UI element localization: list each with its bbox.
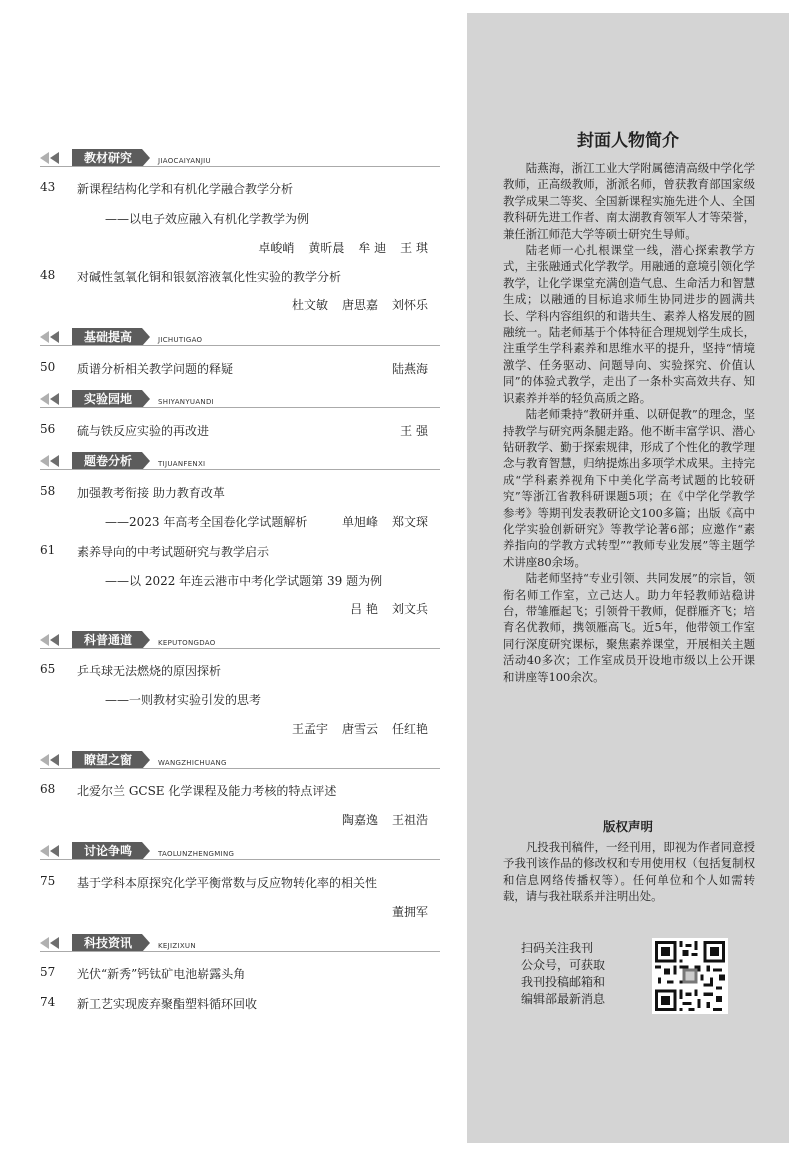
double-arrow-icon [40, 634, 72, 646]
section-header [40, 389, 440, 409]
section-pinyin: TAOLUNZHENGMING [158, 850, 235, 858]
article-authors: 陆燕海 [391, 362, 428, 376]
article-title: 新课程结构化学和有机化学融合教学分析 [77, 182, 294, 196]
double-arrow-icon [40, 937, 72, 949]
divider [40, 469, 440, 470]
article-authors: 王孟宇 唐雪云 任红艳 [291, 722, 428, 736]
double-arrow-icon [40, 845, 72, 857]
section-label: 讨论争鸣 [72, 842, 142, 860]
article-title: 对碱性氢氧化铜和银氨溶液氧化性实验的教学分析 [77, 270, 342, 284]
divider [40, 768, 440, 769]
section-pinyin: KEJIZIXUN [158, 942, 196, 950]
divider [40, 166, 440, 167]
page-number: 74 [40, 995, 56, 1009]
article-authors: 陶嘉逸 王祖浩 [341, 813, 428, 827]
copyright-text: 凡投我刊稿件，一经刊用，即视为作者同意授予我刊该作品的修改权和专用使用权（包括复制权和信息网络传播权等）。任何单位和个人如需转载，请与我社联系并注明出处。 [503, 840, 755, 904]
sidebar-title: 封面人物简介 [577, 131, 679, 151]
section-pinyin: KEPUTONGDAO [158, 639, 216, 647]
article-title: 基于学科本原探究化学平衡常数与反应物转化率的相关性 [77, 876, 378, 890]
section-pinyin: WANGZHICHUANG [158, 759, 227, 767]
section-label: 教材研究 [72, 149, 142, 167]
cover-person-sidebar [467, 13, 789, 1143]
page-number: 58 [40, 484, 56, 498]
article-title: 加强教考衔接 助力教育改革 [77, 486, 225, 500]
section-label: 科技资讯 [72, 934, 142, 952]
double-arrow-icon [40, 393, 72, 405]
double-arrow-icon [40, 152, 72, 164]
page-number: 56 [40, 422, 56, 436]
divider [40, 648, 440, 649]
bio-paragraph: 陆老师一心扎根课堂一线，潜心探索教学方式，主张融通式化学教学。用融通的意境引领化学教学，让化学课堂充满创造气息、生命活力和智慧生成；以融通的目标追求师生协同进步的圆满共长、学科内容组织的和谐共生、素养人格发展的圆融统一。陆老师基于个体特征合理规划学生成长，注重学生学科素养和思维水平的提升，坚持“情境激学、任务驱动、问题导向、实验探究、价值认同”的体验式教学，走出了一条朴实高效共存、知识素养并举的轻负高质之路。 [503, 243, 755, 405]
section-label: 科普通道 [72, 631, 142, 649]
divider [40, 951, 440, 952]
section-header [40, 148, 440, 168]
page-number: 65 [40, 662, 56, 676]
section-header [40, 750, 440, 770]
article-authors: 卓峻峭 黄昕晨 牟 迪 王 琪 [258, 241, 428, 255]
article-subtitle: ——以电子效应融入有机化学教学为例 [105, 212, 310, 226]
section-pinyin: SHIYANYUANDI [158, 398, 215, 406]
bio-paragraph: 陆燕海，浙江工业大学附属德清高级中学化学教师，正高级教师，浙派名师，曾获教育部国家级教学成果二等奖、全国新课程实施先进个人、全国教科研先进工作者、南太湖教育领军人才等荣誉，兼任浙江师范大学等硕士研究生导师。 [503, 161, 755, 241]
article-authors: 董拥军 [391, 905, 428, 919]
double-arrow-icon [40, 455, 72, 467]
section-label: 基础提高 [72, 328, 142, 346]
article-subtitle: ——2023 年高考全国卷化学试题解析 [105, 515, 308, 529]
divider [40, 859, 440, 860]
article-title: 光伏“新秀”钙钛矿电池崭露头角 [77, 967, 246, 981]
article-authors: 吕 艳 刘文兵 [350, 602, 428, 616]
bio-text [503, 160, 755, 685]
article-title: 新工艺实现废弃聚酯塑料循环回收 [77, 997, 258, 1011]
section-header [40, 630, 440, 650]
article-title: 素养导向的中考试题研究与教学启示 [77, 545, 270, 559]
article-title: 质谱分析相关教学问题的释疑 [77, 362, 234, 376]
section-pinyin: JICHUTIGAO [158, 336, 203, 344]
article-authors: 王 强 [400, 424, 428, 438]
section-header [40, 451, 440, 471]
page-number: 48 [40, 268, 56, 282]
scan-notice: 扫码关注我刊 公众号，可获取 我刊投稿邮箱和 编辑部最新消息 [521, 941, 606, 1006]
page-number: 75 [40, 874, 56, 888]
article-subtitle: ——一则教材实验引发的思考 [105, 693, 262, 707]
double-arrow-icon [40, 754, 72, 766]
bio-paragraph: 陆老师秉持“教研并重、以研促教”的理念，坚持教学与研究两条腿走路。他不断丰富学识、潜心钻研教学、勤于探索规律，形成了个性化的教学理念与教育智慧，归纳提炼出多项学术成果。主持完成“学科素养视角下中美化学高考试题的比较研究”等浙江省教科研课题5项；在《中学化学教学参考》等期刊发表教研论文100多篇；出版《高中化学实验创新研究》等教学论著6部；应邀作“素养指向的学教方式转型”“教师专业发展”等主题学术讲座80余场。 [503, 407, 755, 569]
article-title: 硫与铁反应实验的再改进 [77, 424, 210, 438]
page-number: 50 [40, 360, 56, 374]
article-subtitle: ——以 2022 年连云港市中考化学试题第 39 题为例 [105, 574, 383, 588]
section-pinyin: JIAOCAIYANJIU [158, 157, 211, 165]
page-number: 68 [40, 782, 56, 796]
page-number: 57 [40, 965, 56, 979]
article-authors: 单旭峰 郑文琛 [341, 515, 428, 529]
page-number: 61 [40, 543, 56, 557]
section-label: 题卷分析 [72, 452, 142, 470]
divider [40, 345, 440, 346]
double-arrow-icon [40, 331, 72, 343]
bio-paragraph: 陆老师坚持“专业引领、共同发展”的宗旨，领衔名师工作室，立己达人。助力年轻教师站稳讲台，带雏雁起飞；引领骨干教师，促群雁齐飞；培育名优教师，携领雁高飞。近5年，他带领工作室同行深度研究课标，聚焦素养课堂，开展相关主题活动40多次；工作室成员开设地市级以上公开课和讲座等100余次。 [503, 571, 755, 684]
section-header [40, 841, 440, 861]
divider [40, 407, 440, 408]
section-label: 瞭望之窗 [72, 751, 142, 769]
article-title: 北爱尔兰 GCSE 化学课程及能力考核的特点评述 [77, 784, 337, 798]
article-title: 乒乓球无法燃烧的原因探析 [77, 664, 222, 678]
section-pinyin: TIJUANFENXI [158, 460, 206, 468]
section-label: 实验园地 [72, 390, 142, 408]
qr-code-icon[interactable] [652, 938, 728, 1014]
copyright-title: 版权声明 [602, 819, 653, 834]
section-header [40, 327, 440, 347]
table-of-contents [40, 0, 440, 1154]
section-header [40, 933, 440, 953]
article-authors: 杜文敏 唐思嘉 刘怀乐 [291, 298, 428, 312]
page-number: 43 [40, 180, 56, 194]
